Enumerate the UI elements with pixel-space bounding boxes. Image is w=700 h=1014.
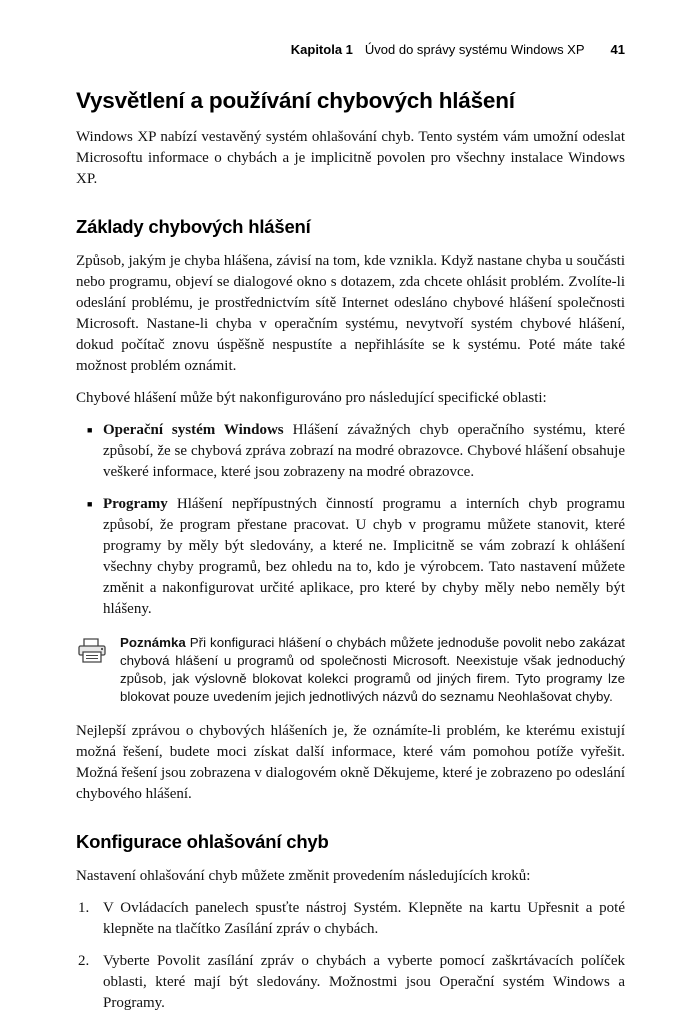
running-head xyxy=(76,42,625,57)
bullet-item xyxy=(76,420,625,483)
step-item xyxy=(76,951,625,1014)
section-heading-basics: Základy chybových hlášení xyxy=(76,216,311,237)
paragraph: Nejlepší zprávou o chybových hlášeních je, že oznámíte-li problém, ke kterému existují možná řešení, budete moci získat další informace, které vám pomohou potíže vyřešit. Možná řešení jsou zobrazena v dialogovém okně Děkujeme, které je zobrazeno po odeslání chybového hlášení. xyxy=(76,723,625,802)
step-number: 1. xyxy=(78,900,90,916)
step-number: 2. xyxy=(78,953,90,969)
bullet-list xyxy=(76,420,625,620)
step-item xyxy=(76,898,625,940)
note-body-text: Při konfiguraci hlášení o chybách můžete jednoduše povolit nebo zakázat chybová hlášení u programů od společnosti Microsoft. Neexistuje však jednoduchý způsob, jak výslovně blokovat kolekci programů od jiných firem. Tyto programy lze blokovat pouze uvedením jejich jednotlivých názvů do seznamu Neohlašovat chyby. xyxy=(120,635,625,704)
paragraph: Způsob, jakým je chyba hlášena, závisí na tom, kde vznikla. Když nastane chyba u součásti nebo programu, objeví se dialogové okno s dotazem, zda chcete ohlásit problém. Zvolíte-li odeslání problému, je prostřednictvím sítě Internet odesláno chybové hlášení společnosti Microsoft. Nastane-li chyba v operačním systému, nevytvoří systém chybové hlášení, dokud počítač znovu úspěšně nespustíte a nepřihlásíte se k systému. Poté máte také možnost problém oznámit. xyxy=(76,253,626,374)
square-bullet-icon: ■ xyxy=(87,499,93,509)
paragraph: Chybové hlášení může být nakonfigurováno pro následující specifické oblasti: xyxy=(76,390,547,406)
chapter-title: Úvod do správy systému Windows XP xyxy=(364,42,585,57)
main-heading: Vysvětlení a používání chybových hlášení xyxy=(76,88,515,113)
step-text: V Ovládacích panelech spusťte nástroj Systém. Klepněte na kartu Upřesnit a poté klepněte na tlačítko Zasílání zpráv o chybách. xyxy=(103,900,625,937)
note-block xyxy=(76,634,625,706)
bullet-label: Programy xyxy=(103,496,168,512)
note-label: Poznámka xyxy=(120,635,186,650)
chapter-label: Kapitola 1 xyxy=(290,42,353,57)
square-bullet-icon: ■ xyxy=(87,425,93,435)
bullet-item xyxy=(76,494,625,620)
section-heading-config: Konfigurace ohlašování chyb xyxy=(76,831,329,852)
page-number: 41 xyxy=(610,42,625,57)
bullet-label: Operační systém Windows xyxy=(103,422,284,438)
step-text: Vyberte Povolit zasílání zpráv o chybách a vyberte pomocí zaškrtávacích políček oblasti, které mají být sledovány. Možnostmi jsou Operační systém Windows a Programy. xyxy=(103,953,625,1011)
bullet-body-text: Hlášení nepřípustných činností programu a interních chyb programu způsobí, že program přestane pracovat. U chyb v programu můžete stanovit, které programy by měly být sledovány, a které ne. Implicitně se vám zobrazí k ohlášení všechny chyby programů, bez ohledu na to, kdo je výrobcem. Tato nastavení můžete změnit a nakonfigurovat určité aplikace, pro které by chyby měly nebo neměly být hlášeny. xyxy=(103,496,625,617)
printer-icon xyxy=(76,634,120,671)
paragraph: Nastavení ohlašování chyb můžete změnit provedením následujících kroků: xyxy=(76,868,531,884)
note-text xyxy=(120,634,625,706)
bullet-text xyxy=(103,420,625,483)
bullet-text xyxy=(103,494,625,620)
intro-paragraph: Windows XP nabízí vestavěný systém ohlašování chyb. Tento systém vám umožní odeslat Microsoftu informace o chybách a je implicitně povolen pro všechny instalace Windows XP. xyxy=(76,129,625,187)
bullet-body-text: Hlášení závažných chyb operačního systému, které způsobí, že se chybová zpráva zobrazí na modré obrazovce. Chybové hlášení obsahuje veškeré informace, které jsou zobrazeny na modré obrazovce. xyxy=(103,422,626,480)
numbered-step-list xyxy=(76,898,625,1014)
